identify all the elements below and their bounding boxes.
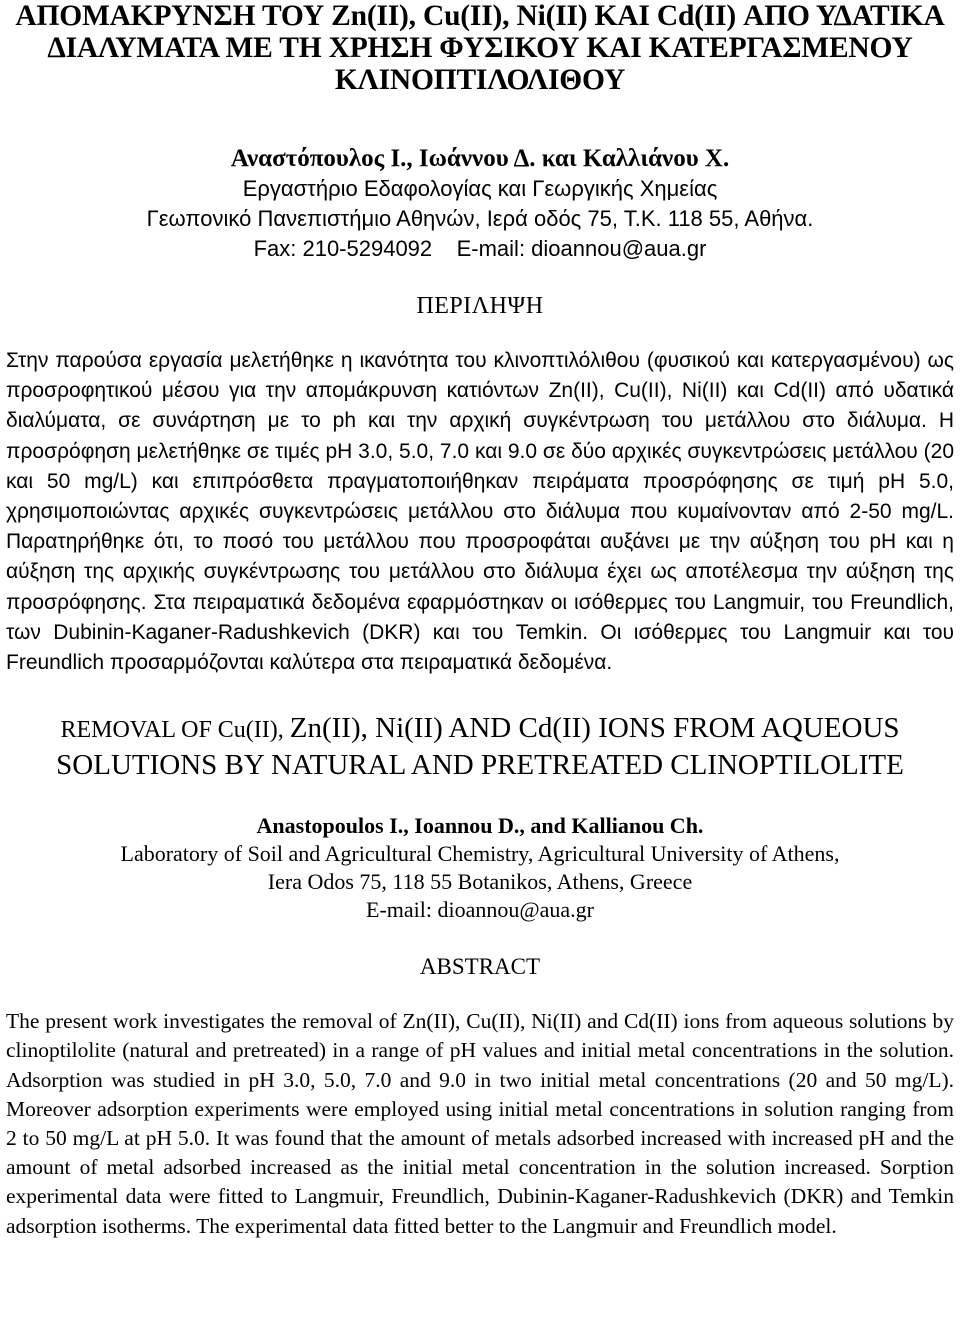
greek-contact: Fax: 210-5294092 E-mail: dioannou@aua.gr (253, 236, 707, 261)
english-abstract-body: The present work investigates the removal of Zn(II), Cu(II), Ni(II) and Cd(II) ions from aqueous solutions by clinoptilolite (natural and pretreated) in a range of pH values and initial metal concentrations in the solution. Adsorption was studied in pH 3.0, 5.0, 7.0 and 9.0 in two initial metal concentrations (20 and 50 mg/L). Moreover adsorption experiments were employed using initial metal concentrations in solution ranging from 2 to 50 mg/L at pH 5.0. It was found that the amount of metals adsorbed increased with increased pH and the amount of metal adsorbed increased as the initial metal concentration in the solution increased. Sorption experimental data were fitted to Langmuir, Freundlich, Dubinin-Kaganer-Radushkevich (DKR) and Temkin adsorption isotherms. The experimental data fitted better to the Langmuir and Freundlich model. (6, 1009, 954, 1238)
greek-title: ΑΠΟΜΑΚΡΥΝΣΗ ΤΟΥ Zn(II), Cu(II), Ni(II) ΚΑΙ Cd(II) ΑΠΟ ΥΔΑΤΙΚΑ ΔΙΑΛΥΜΑΤΑ ΜΕ ΤΗ ΧΡΗΣΗ ΦΥΣΙΚΟΥ ΚΑΙ ΚΑΤΕΡΓΑΣΜΕΝΟΥ ΚΛΙΝΟΠΤΙΛΟΛΙΘΟΥ (15, 0, 945, 96)
english-authors: Anastopoulos I., Ioannou D., and Kallianou Ch. (256, 813, 704, 839)
english-affiliation-line1: Laboratory of Soil and Agricultural Chemistry, Agricultural University of Athens, (120, 841, 840, 867)
english-affiliation-line2: Iera Odos 75, 118 55 Botanikos, Athens, Greece (267, 869, 693, 895)
greek-abstract-body: Στην παρούσα εργασία μελετήθηκε η ικανότητα του κλινοπτιλόλιθου (φυσικού και κατεργασμένου) ως προσροφητικού μέσου για την απομάκρυνση κατιόντων Zn(II), Cu(II), Ni(II) και Cd(II) από υδατικά διαλύματα, σε συνάρτηση με το ph και την αρχική συγκέντρωση του μετάλλου στο διάλυμα. Η προσρόφηση μελετήθηκε σε τιμές pH 3.0, 5.0, 7.0 και 9.0 σε δύο αρχικές συγκεντρώσεις μετάλλου (20 και 50 mg/L) και επιπρόσθετα πραγματοποιήθηκαν πειράματα προσρόφησης σε τιμή pH 5.0, χρησιμοποιώντας αρχικές συγκεντρώσεις μετάλλου στο διάλυμα που κυμαίνονταν από 2-50 mg/L. Παρατηρήθηκε ότι, το ποσό του μετάλλου που προσροφάται αυξάνει με την αύξηση του pH και η αύξηση της αρχικής συγκέντρωσης του μετάλλου στο διάλυμα έχει ως αποτέλεσμα την αύξηση της προσρόφησης. Στα πειραματικά δεδομένα εφαρμόστηκαν οι ισόθερμες του Langmuir, του Freundlich, των Dubinin-Kaganer-Radushkevich (DKR) και του Temkin. Οι ισόθερμες του Langmuir και του Freundlich προσαρμόζονται καλύτερα στα πειραματικά δεδομένα. (6, 349, 954, 675)
greek-affiliation-line1: Εργαστήριο Εδαφολογίας και Γεωργικής Χημείας (242, 176, 718, 201)
english-title-part1: REMOVAL OF Cu(II), (60, 717, 290, 744)
english-title-part2: Zn(II), Ni(II) AND Cd(II) IONS FROM AQUEOUS SOLUTIONS BY NATURAL AND PRETREATED CLINOPTILOLITE (56, 712, 904, 782)
english-email: E-mail: dioannou@aua.gr (366, 897, 594, 923)
english-title (6, 711, 954, 783)
english-abstract-heading: ABSTRACT (419, 954, 541, 980)
greek-affiliation-line2: Γεωπονικό Πανεπιστήμιο Αθηνών, Ιερά οδός 75, Τ.Κ. 118 55, Αθήνα. (146, 206, 814, 231)
greek-authors: Αναστόπουλος Ι., Ιωάννου Δ. και Καλλιάνου Χ. (230, 145, 730, 172)
greek-abstract-heading: ΠΕΡΙΛΗΨΗ (416, 293, 544, 319)
